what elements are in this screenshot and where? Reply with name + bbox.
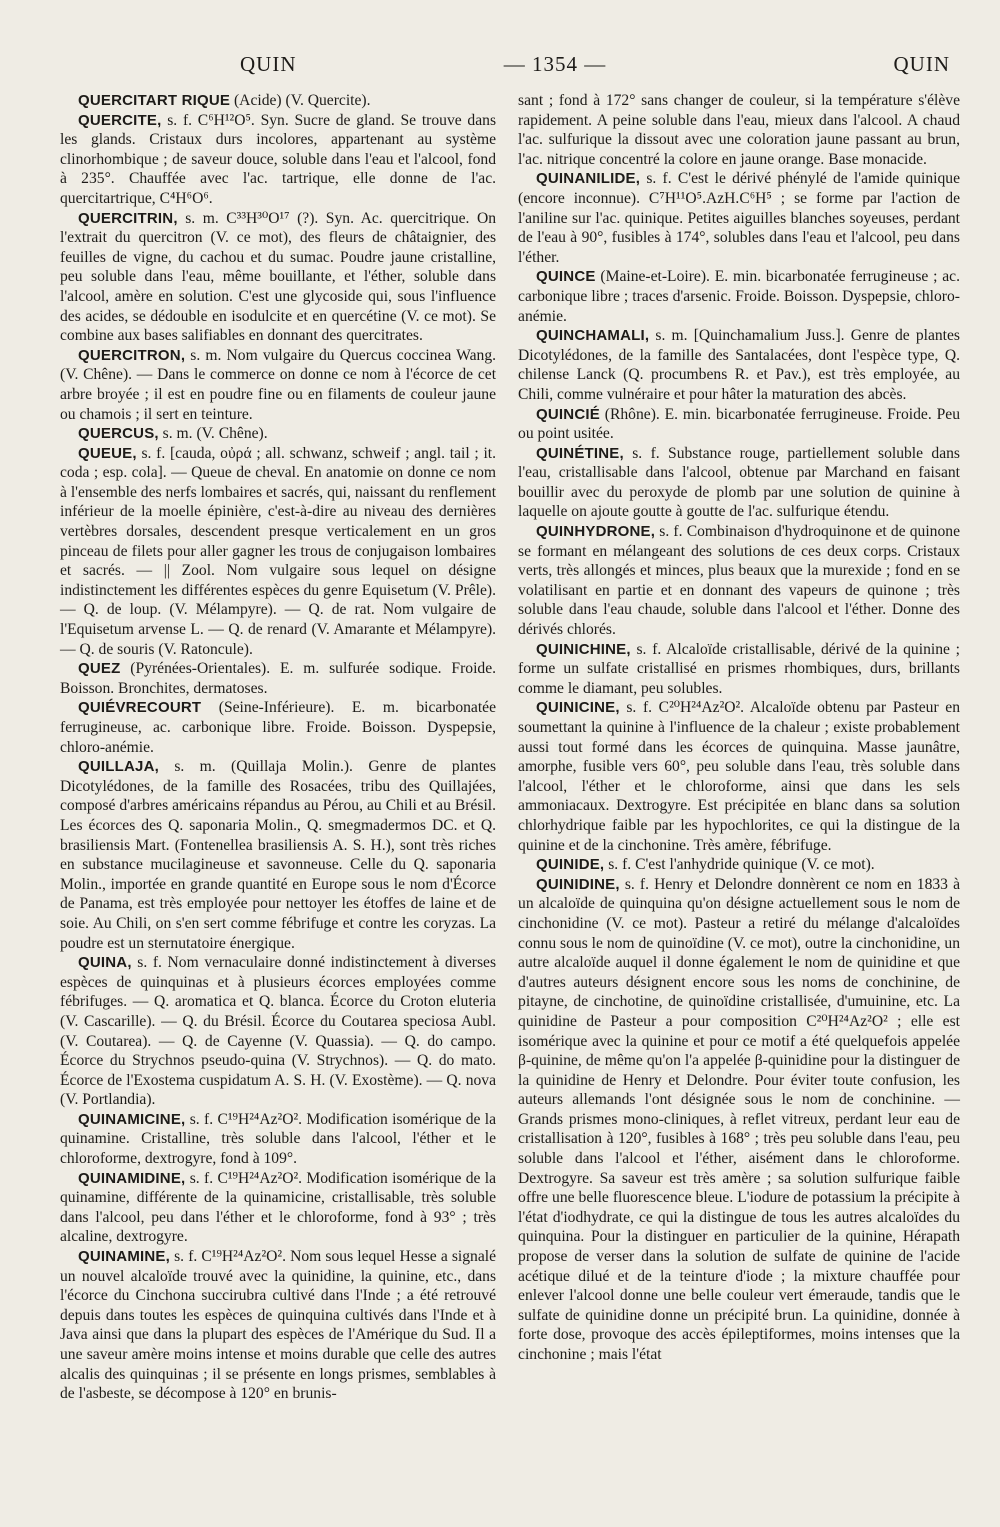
headword: QUINÉTINE, bbox=[536, 444, 624, 462]
entry-body: s. f. Alcaloïde cristallisable, dérivé de la quinine ; forme un sulfate cristallisé en prismes rhombiques, durs, brillants comme le diamant, peu solubles. bbox=[518, 640, 960, 697]
header-right-word: QUIN bbox=[893, 52, 950, 76]
entry-quez bbox=[60, 659, 496, 698]
headword: QUINIDE, bbox=[536, 856, 605, 874]
entry-body: s. m. (V. Chêne). bbox=[158, 425, 268, 443]
entry-body: s. f. Nom vernaculaire donné indistinctement à diverses espèces de quinquinas et à plusieurs écorces employées comme fébrifuges. — Q. aromatica et Q. blanca. Écorce du Croton eluteria (V. Cascarille). — Q. du Brésil. Écorce du Coutarea speciosa Aubl. (V. Coutarea). — Q. de Cayenne (V. Quassia). — Q. do campo. Écorce du Strychnos pseudo-quina (V. Strychnos). — Q. do mato. Écorce de l'Exostema cuspidatum A. S. H. (V. Exostème). — Q. nova (V. Portlandia). bbox=[60, 954, 497, 1109]
entry-body: sant ; fond à 172° sans changer de couleur, si la température s'élève rapidement. A peine soluble dans l'eau, mieux dans l'alcool. A chaud l'ac. sulfurique la dissout avec une coloration jaune passant au brun, l'ac. nitrique concentré la colore en jaune orange. Base monacide. bbox=[518, 92, 960, 168]
entry-quercitartrique bbox=[60, 91, 496, 111]
headword: QUILLAJA, bbox=[78, 758, 159, 776]
entry-quinamidine bbox=[60, 1169, 496, 1247]
entry-body: s. f. C¹⁹H²⁴Az²O². Nom sous lequel Hesse a signalé un nouvel alcaloïde trouvé avec la quinidine, la quinine, etc., dans l'écorce du Cinchona succirubra cultivé dans l'Inde ; a été retrouvé depuis dans toutes les espèces de quinquina cultivés dans l'Inde et à Java ainsi que dans la plupart des espèces de l'Amérique du Sud. Il a une saveur amère moins intense et moins durable que celle des autres alcalis des quinquinas ; il se présente en longs prismes, semblables à de l'asbeste, se décompose à 120° en brunis- bbox=[60, 1248, 497, 1403]
headword: QUERCITART RIQUE bbox=[78, 92, 231, 109]
headword: QUERCITE, bbox=[78, 111, 162, 129]
entry-quinidine bbox=[518, 875, 960, 1365]
right-column bbox=[518, 91, 960, 1404]
entry-quinamicine bbox=[60, 1110, 496, 1169]
entry-quercite bbox=[60, 111, 496, 209]
entry-body: (Rhône). E. min. bicarbonatée ferrugineuse. Froide. Peu ou point usitée. bbox=[518, 405, 960, 443]
entry-body: s. m. C³³H³⁰O¹⁷ (?). Syn. Ac. quercitrique. On l'extrait du quercitron (V. ce mot), des fleurs de châtaignier, des feuilles de vigne, du cachou et du sumac. Poudre jaune cristalline, peu soluble dans l'eau, même bouillante, et l'éther, soluble dans l'alcool, amère en solution. C'est une glycoside qui, sous l'influence des acides, se dédouble en isodulcite et en quercétine (V. ce mot). Se combine aux bases salifiables en donnant des quercitrates. bbox=[60, 209, 497, 345]
entry-body: s. f. [cauda, οὐρά ; all. schwanz, schweif ; angl. tail ; it. coda ; esp. cola]. — Queue de cheval. En anatomie on donne ce nom à l'ensemble des nerfs lombaires et sacrés, qui, naissant du renflement inférieur de la moelle épinière, c'est-à-dire au niveau des dernières vertèbres dorsales, descendent presque verticalement en un gros pinceau de filets pour aller gagner les trous de conjugaison lombaires et sacrés. — || Zool. Nom vulgaire sous lequel on désigne indistinctement les différentes espèces du genre Equisetum (V. Prêle). — Q. de loup. (V. Mélampyre). — Q. de rat. Nom vulgaire de l'Equisetum arvense L. — Q. de renard (V. Amarante et Mélampyre). — Q. de souris (V. Ratoncule). bbox=[60, 444, 497, 658]
entry-body: (Maine-et-Loire). E. min. bicarbonatée ferrugineuse ; ac. carbonique libre ; traces d'arsenic. Froide. Boisson. Dyspepsie, chloro-anémie. bbox=[518, 268, 960, 325]
entry-body: s. f. C²⁰H²⁴Az²O². Alcaloïde obtenu par Pasteur en soumettant la quinine à l'influence de la chaleur ; existe probablement aussi tout formé dans les écorces de quinquina. Masse jaunâtre, amorphe, fusible vers 60°, peu soluble dans l'eau, très soluble dans l'alcool, l'éther et le chloroforme, ainsi que dans les sels ammoniacaux. Dextrogyre. Est précipitée en blanc dans sa solution chlorhydrique faible par les hypochlorites, ce qui la distingue de la quinine et de la cinchonine. Très amère, fébrifuge. bbox=[518, 699, 960, 854]
entry-quinhydrone bbox=[518, 522, 960, 640]
entry-quievrecourt bbox=[60, 698, 496, 757]
headword: QUERCITRIN, bbox=[78, 209, 178, 227]
headword: QUINIDINE, bbox=[536, 875, 620, 893]
left-column bbox=[60, 91, 496, 1404]
entry-quince bbox=[518, 267, 960, 326]
headword: QUINANILIDE, bbox=[536, 170, 641, 188]
entry-body: s. f. C¹⁹H²⁴Az²O². Modification isomérique de la quinamine. Cristalline, très soluble dans l'alcool, l'éther et le chloroforme, dextrogyre, fond à 109°. bbox=[60, 1110, 497, 1168]
headword: QUINAMIDINE, bbox=[78, 1169, 186, 1187]
headword: QUEZ bbox=[78, 660, 121, 678]
entry-queue bbox=[60, 444, 496, 660]
headword: QUINCE bbox=[536, 268, 596, 286]
headword: QUERCUS, bbox=[78, 425, 159, 443]
entry-body: s. f. Henry et Delondre donnèrent ce nom en 1833 à un alcaloïde de quinquina qu'on désigne actuellement sous le nom de cinchonidine (V. ce mot). Pasteur a retiré du mélange d'alcaloïdes connu sous le nom de quinoïdine (V. ce mot), outre la cinchonidine, un autre alcaloïde auquel il donne également le nom de quinidine et que d'autres auteurs désignent encore sous les noms de conchinine, de pitayne, de cinchotine, de quinoïdine cristallisée, d'umuinine, etc. La quinidine de Pasteur a pour composition C²⁰H²⁴Az²O² ; elle est isomérique avec la quinine et pour ce motif a été quelquefois appelée β-quinine, de même qu'on l'a appelée β-quinidine pour la distinguer de la quinidine de Henry et Delondre. Pour éviter toute confusion, les auteurs allemands l'ont désignée sous le nom de conchinine. — Grands prismes mono-cliniques, à reflet vitreux, perdant leur eau de cristallisation à 120°, fusibles à 168° ; très peu soluble dans l'eau, peu soluble dans l'alcool et l'éther, aisément dans le chloroforme. Dextrogyre. Sa saveur est très amère ; sa solution sulfurique faible offre une belle fluorescence bleue. L'iodure de potassium la précipite à l'état d'iodhydrate, ce qui la distingue de tous les autres alcaloïdes du quinquina. Pour la distinguer en particulier de la quinine, Hérapath propose de verser dans la solution de sulfate de quinine de l'acide acétique dilué et de la teinture d'iode ; la mixture chauffée pour enlever l'alcool donne une belle couleur vert émeraude, tandis que le sulfate de quinidine donne un précipité brun. La quinidine, donnée à forte dose, provoque des accès épileptiformes, moins intenses que la cinchonine ; mais l'état bbox=[518, 875, 960, 1363]
entry-body: s. f. C'est le dérivé phénylé de l'amide quinique (encore inconnue). C⁷H¹¹O⁵.AzH.C⁶H⁵ ; se forme par l'action de l'aniline sur l'ac. quinique. Petites aiguilles blanches soyeuses, perdant de l'eau à 90°, fusibles à 174°, solubles dans l'eau et l'alcool, peu dans l'éther. bbox=[518, 170, 960, 266]
headword: QUIÉVRECOURT bbox=[78, 699, 202, 717]
headword: QUINA, bbox=[78, 954, 132, 972]
entry-quinamine bbox=[60, 1247, 496, 1404]
entry-body: (Acide) (V. Quercite). bbox=[230, 92, 371, 109]
running-head bbox=[240, 52, 950, 77]
headword: QUERCITRON, bbox=[78, 346, 186, 364]
entry-body: s. f. C⁶H¹²O⁵. Syn. Sucre de gland. Se trouve dans les glands. Cristaux durs incolores, appartenant au système clinorhombique ; de saveur douce, soluble dans l'eau et l'alcool, fond à 235°. Chauffée avec l'ac. tartrique, elle donne de l'ac. quercitartrique, C⁴H⁶O⁶. bbox=[60, 111, 497, 207]
entry-body: s. m. Nom vulgaire du Quercus coccinea Wang. (V. Chêne). — Dans le commerce on donne ce nom à l'écorce de cet arbre broyée ; il est en poudre fine ou en filaments de couleur jaune ou chamois ; il sert en teinture. bbox=[60, 346, 497, 423]
entry-body: s. m. [Quinchamalium Juss.]. Genre de plantes Dicotylédones, de la famille des Santalacées, dont l'espèce type, Q. chilense Lanck (Q. procumbens R. et Pav.), est très employée, au Chili, comme vulnéraire et pour hâter la maturation des abcès. bbox=[518, 327, 960, 403]
page-number: — 1354 — bbox=[503, 52, 607, 76]
entry-quincie bbox=[518, 405, 960, 444]
headword: QUINICINE, bbox=[536, 699, 620, 717]
entry-quinichine bbox=[518, 640, 960, 699]
entry-quinide bbox=[518, 855, 960, 875]
entry-body: (Seine-Inférieure). E. m. bicarbonatée ferrugineuse, ac. carbonique libre. Froide. Boisson. Dyspepsie, chloro-anémie. bbox=[60, 699, 497, 756]
entry-body: s. f. C'est l'anhydride quinique (V. ce mot). bbox=[604, 856, 875, 874]
headword: QUINICHINE, bbox=[536, 640, 631, 658]
entry-quercitron bbox=[60, 346, 496, 424]
entry-quinanilide bbox=[518, 169, 960, 267]
headword: QUINCHAMALI, bbox=[536, 327, 650, 345]
entry-quercus bbox=[60, 424, 496, 444]
headword: QUINAMICINE, bbox=[78, 1110, 186, 1128]
headword: QUINAMINE, bbox=[78, 1248, 170, 1266]
entry-quinamine-continued bbox=[518, 91, 960, 169]
entry-body: s. f. Combinaison d'hydroquinone et de quinone se formant en mélangeant des solutions de ces deux corps. Cristaux verts, très allongés et minces, plus beaux que la murexide ; fond en se volatilisant en partie et en donnant des vapeurs de quinone ; très soluble dans l'eau chaude, soluble dans l'alcool et l'éther. Donne des dérivés chlorés. bbox=[518, 523, 960, 639]
entry-quina bbox=[60, 953, 496, 1110]
entry-body: s. m. (Quillaja Molin.). Genre de plantes Dicotylédones, de la famille des Rosacées, tribu des Quillajées, composé d'arbres américains répandus au Pérou, au Chili et au Brésil. Les écorces des Q. saponaria Molin., Q. smegmadermos DC. et Q. brasiliensis Mart. (Fontenellea brasiliensis A. S. H.), sont très riches en substance mucilagineuse et savonneuse. Celle du Q. saponaria Molin., importée en grande quantité en Europe sous le nom d'Écorce de Panama, est très employée pour nettoyer les étoffes de laine et de soie. Au Chili, on s'en sert comme fébrifuge et contre les coryzas. La poudre est un sternutatoire énergique. bbox=[60, 758, 497, 952]
entry-quillaja bbox=[60, 757, 496, 953]
entry-quinetine bbox=[518, 444, 960, 522]
entry-body: s. f. Substance rouge, partiellement soluble dans l'eau, cristallisable dans l'alcool, obtenue par Marchand en faisant bouillir avec du peroxyde de plomb par une solution de quinine à laquelle on ajoute goutte à goutte de l'ac. sulfurique étendu. bbox=[518, 444, 960, 521]
headword: QUINCIÉ bbox=[536, 405, 600, 423]
headword: QUEUE, bbox=[78, 444, 137, 462]
entry-quercitrin bbox=[60, 209, 496, 346]
header-left-word: QUIN bbox=[240, 52, 297, 76]
entry-body: s. f. C¹⁹H²⁴Az²O². Modification isomérique de la quinamine, différente de la quinamicine, cristallisable, très soluble dans l'alcool, peu dans l'éther et le chloroforme, fond à 93° ; très alcaline, dextrogyre. bbox=[60, 1169, 497, 1246]
text-columns bbox=[60, 91, 960, 1404]
entry-quinchamali bbox=[518, 326, 960, 404]
entry-body: (Pyrénées-Orientales). E. m. sulfurée sodique. Froide. Boisson. Bronchites, dermatoses. bbox=[60, 660, 497, 697]
entry-quinicine bbox=[518, 698, 960, 855]
headword: QUINHYDRONE, bbox=[536, 523, 656, 541]
